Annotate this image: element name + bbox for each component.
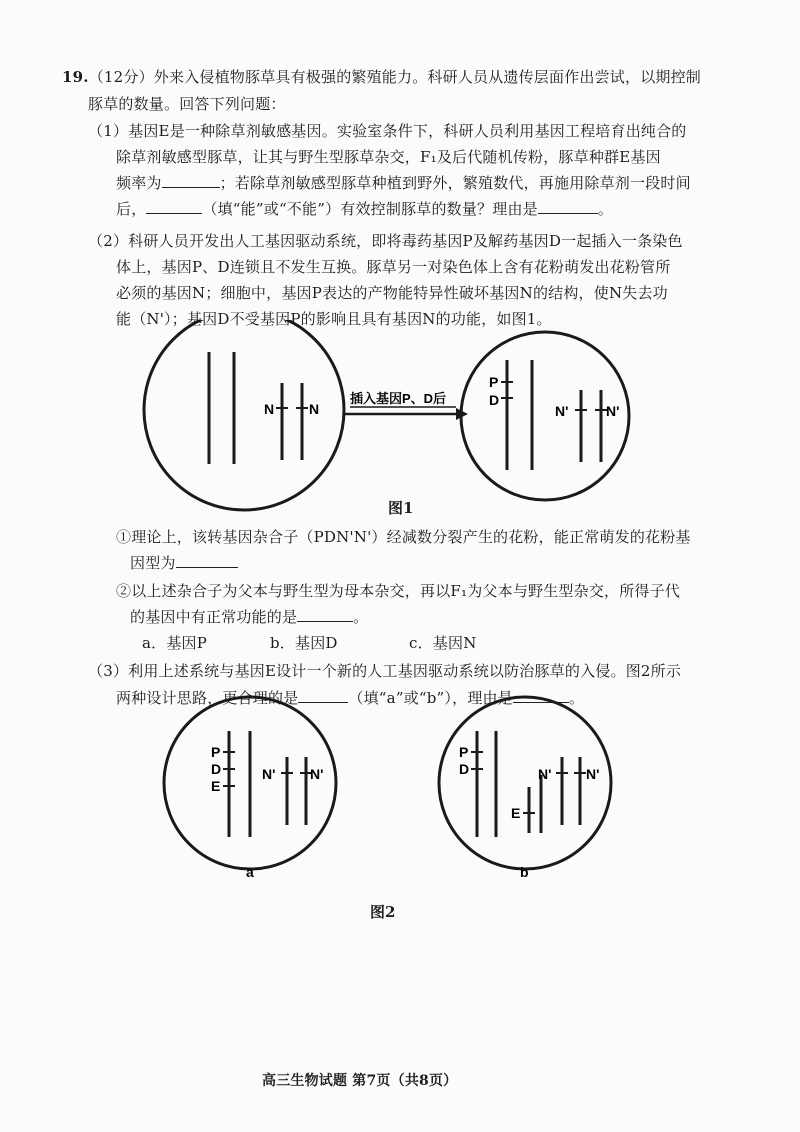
question-intro-line-2: 豚草的数量。回答下列问题： bbox=[88, 95, 286, 113]
answer-blank-reason-1[interactable] bbox=[538, 199, 598, 214]
question-intro-text-1: （12分）外来入侵植物豚草具有极强的繁殖能力。科研人员从遗传层面作出尝试，以期控制 bbox=[88, 68, 701, 86]
fig1-right-gene-p: P bbox=[489, 374, 499, 390]
part2-line-4: 能（N'）；基因D不受基因P的影响且具有基因N的功能，如图1。 bbox=[116, 310, 552, 328]
part1-line-3b: ；若除草剂敏感型豚草种植到野外，繁殖数代，再施用除草剂一段时间 bbox=[219, 174, 691, 192]
subq2-line-2-text: 的基因中有正常功能的是 bbox=[130, 608, 298, 626]
fig2a-gene-label-1: N' bbox=[262, 766, 276, 782]
figure-1 bbox=[0, 320, 800, 520]
fig2b-gene-e: E bbox=[511, 805, 521, 821]
part2-line-2: 体上，基因P、D连锁且不发生互换。豚草另一对染色体上含有花粉萌发出花粉管所 bbox=[116, 258, 671, 276]
subq2-line-2-end: 。 bbox=[353, 608, 369, 626]
option-b[interactable]: b．基因D bbox=[270, 634, 338, 652]
fig2b-gene-label-1: N' bbox=[538, 766, 552, 782]
part3-line-2c: 。 bbox=[568, 689, 585, 707]
subq1-line-2 bbox=[130, 553, 238, 573]
fig1-left-gene-label-2: N bbox=[309, 401, 320, 417]
subq1-line-1: ①理论上，该转基因杂合子（PDN'N'）经减数分裂产生的花粉，能正常萌发的花粉基 bbox=[116, 528, 691, 546]
fig2a-gene-d: D bbox=[211, 761, 222, 777]
fig2b-label: b bbox=[520, 864, 529, 880]
option-a[interactable]: a．基因P bbox=[142, 634, 208, 652]
subq1-line-2-text: 因型为 bbox=[130, 554, 176, 572]
fig1-arrow-label: 插入基因P、D后 bbox=[350, 391, 447, 406]
part1-line-2: 除草剂敏感型豚草，让其与野生型豚草杂交，F₁及后代随机传粉，豚草种群E基因 bbox=[116, 148, 661, 166]
fig2b-cell bbox=[439, 697, 611, 869]
part1-line-4a: 后， bbox=[116, 200, 147, 218]
fig1-right-gene-label-2: N' bbox=[606, 403, 620, 419]
fig2a-gene-p: P bbox=[211, 744, 221, 760]
fig2a-gene-e: E bbox=[211, 778, 221, 794]
answer-blank-e-frequency[interactable] bbox=[162, 173, 220, 188]
part1-line-1: （1）基因E是一种除草剂敏感基因。实验室条件下，科研人员利用基因工程培育出纯合的 bbox=[88, 122, 687, 140]
fig2a-gene-label-2: N' bbox=[310, 766, 324, 782]
fig1-right-gene-label-1: N' bbox=[555, 403, 569, 419]
figure-2 bbox=[0, 695, 800, 895]
fig2b-gene-label-2: N' bbox=[586, 766, 600, 782]
part2-line-1: （2）科研人员开发出人工基因驱动系统，即将毒药基因P及解药基因D一起插入一条染色 bbox=[88, 232, 683, 250]
figure-2-caption: 图2 bbox=[370, 903, 396, 921]
option-c[interactable]: c．基因N bbox=[409, 634, 477, 652]
part3-line-1: （3）利用上述系统与基因E设计一个新的人工基因驱动系统以防治豚草的入侵。图2所示 bbox=[88, 662, 682, 680]
fig2b-gene-p: P bbox=[459, 744, 469, 760]
question-intro-line-1 bbox=[62, 67, 701, 87]
part3-line-2b: （填“a”或“b”），理由是 bbox=[348, 689, 513, 707]
part2-line-3: 必须的基因N；细胞中，基因P表达的产物能特异性破坏基因N的结构，使N失去功 bbox=[116, 284, 668, 302]
fig1-right-gene-d: D bbox=[489, 392, 500, 408]
fig1-right-cell bbox=[461, 332, 629, 500]
fig2b-gene-d: D bbox=[459, 761, 470, 777]
subq2-line-1: ②以上述杂合子为父本与野生型为母本杂交，再以F₁为父本与野生型杂交，所得子代 bbox=[116, 582, 681, 600]
part1-line-4b: （填“能”或“不能”）有效控制豚草的数量？理由是 bbox=[202, 200, 538, 218]
part1-line-4c: 。 bbox=[597, 200, 614, 218]
part1-line-3a: 频率为 bbox=[116, 174, 162, 192]
question-number: 19. bbox=[62, 68, 89, 86]
figure-1-caption: 图1 bbox=[388, 499, 414, 517]
answer-blank-can-control[interactable] bbox=[146, 199, 202, 214]
part3-line-2a: 两种设计思路，更合理的是 bbox=[116, 689, 299, 707]
fig2a-label: a bbox=[246, 864, 254, 880]
page-footer: 高三生物试题 第7页（共8页） bbox=[262, 1073, 458, 1089]
answer-blank-pollen-genotype[interactable] bbox=[176, 553, 238, 568]
answer-blank-normal-gene[interactable] bbox=[297, 607, 353, 622]
part1-line-4 bbox=[116, 199, 613, 219]
subq2-line-2 bbox=[130, 607, 368, 627]
fig1-left-gene-label-1: N bbox=[264, 401, 275, 417]
part1-line-3 bbox=[116, 173, 691, 193]
